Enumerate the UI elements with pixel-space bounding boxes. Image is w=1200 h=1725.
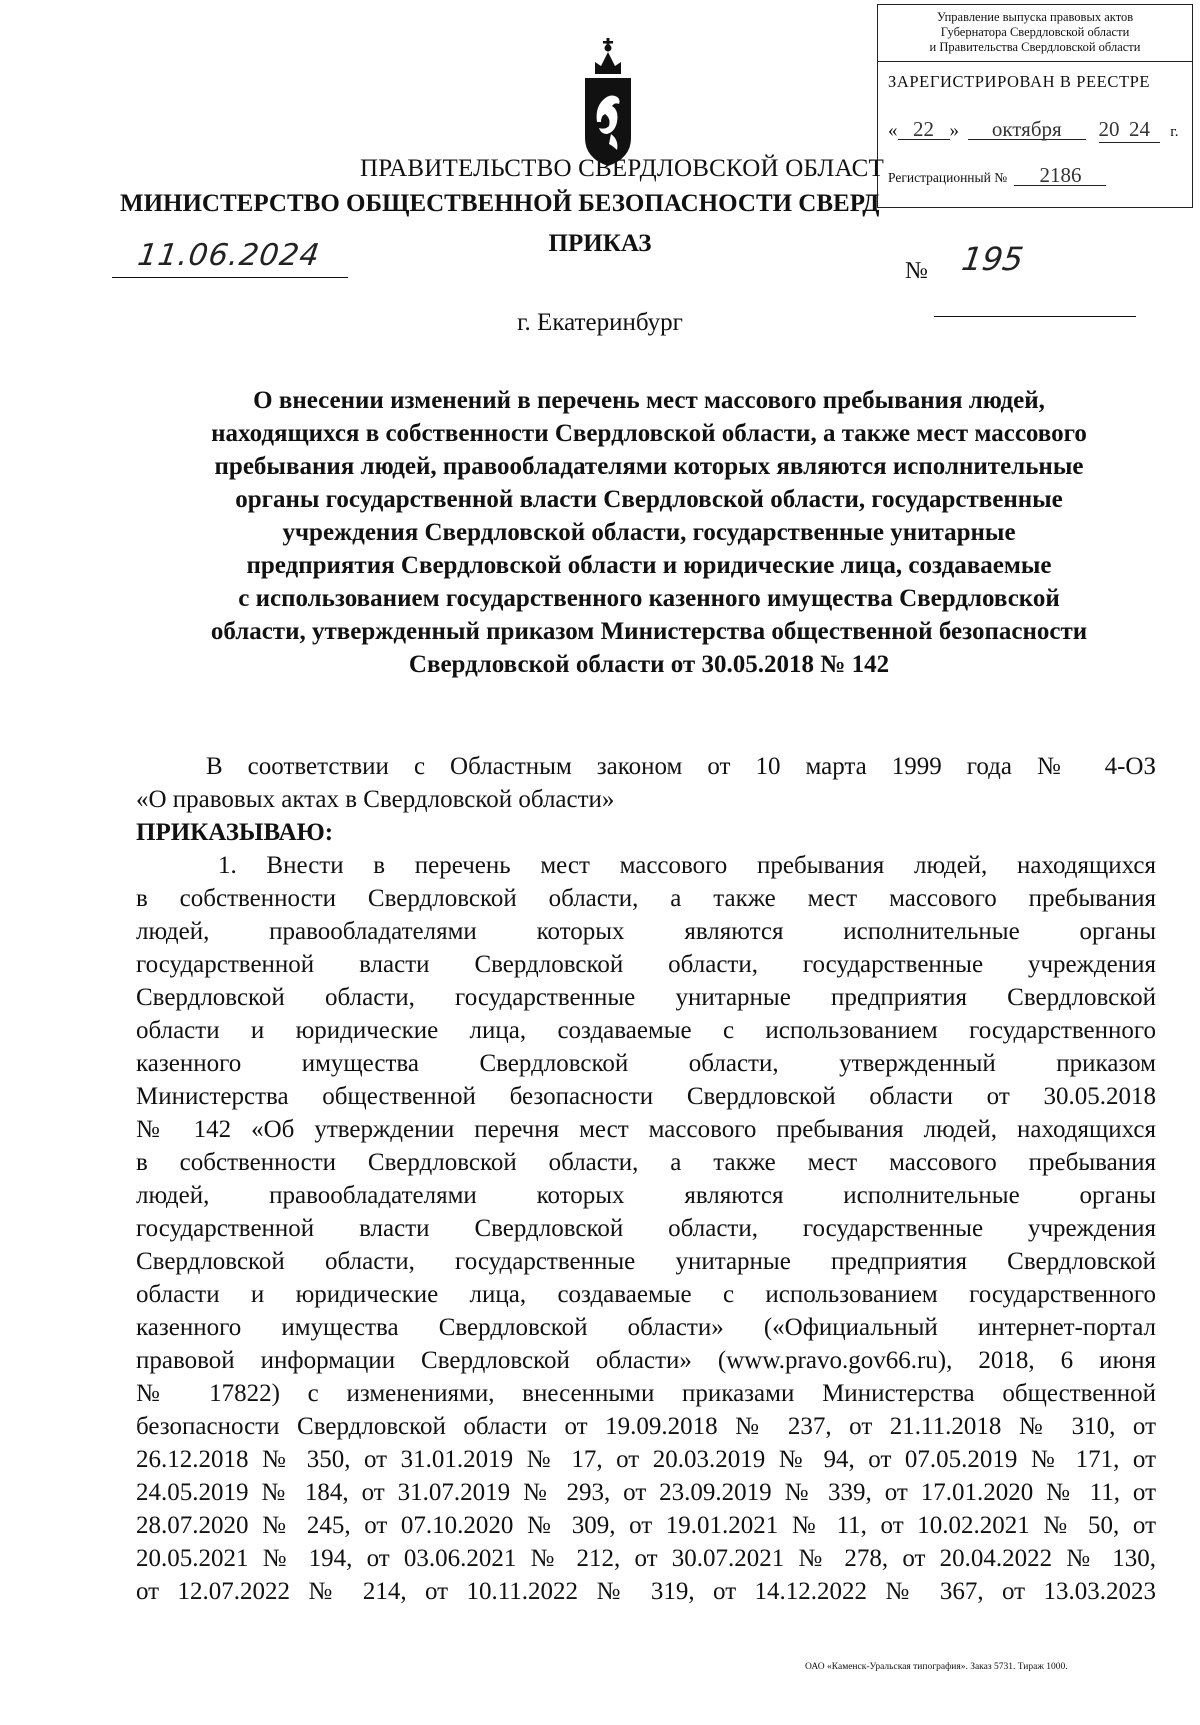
government-heading: ПРАВИТЕЛЬСТВО СВЕРДЛОВСКОЙ ОБЛАСТ	[360, 155, 884, 182]
paragraph-line: безопасности Свердловской области от 19.09.2018 № 237, от 21.11.2018 № 310, от	[136, 1413, 1156, 1440]
paragraph-line: Министерства общественной безопасности Свердловской области от 30.05.2018	[136, 1083, 1156, 1110]
stamp-month: октября	[968, 119, 1086, 140]
paragraph-line: области и юридические лица, создаваемые с использованием государственного	[136, 1017, 1156, 1044]
paragraph-line: 1. Внести в перечень мест массового пребывания людей, находящихся	[218, 852, 1156, 879]
paragraph-line: Свердловской области, государственные унитарные предприятия Свердловской	[136, 1248, 1156, 1275]
preamble-line: «О правовых актах в Свердловской области»	[136, 786, 615, 813]
paragraph-line: людей, правообладателями которых являются исполнительные органы	[136, 1182, 1156, 1209]
stamp-registered-label: ЗАРЕГИСТРИРОВАН В РЕЕСТРЕ	[888, 72, 1151, 91]
paragraph-line: казенного имущества Свердловской области» («Официальный интернет-портал	[136, 1314, 1156, 1341]
stamp-registration-number: Регистрационный № 2186	[888, 165, 1106, 186]
order-word: ПРИКАЗЫВАЮ:	[136, 819, 334, 846]
paragraph-line: 26.12.2018 № 350, от 31.01.2019 № 17, от 20.03.2019 № 94, от 07.05.2019 № 171, от	[136, 1446, 1156, 1473]
printer-footer: ОАО «Каменск-Уральская типография». Заказ 5731. Тираж 1000.	[805, 1662, 1068, 1672]
paragraph-line: 24.05.2019 № 184, от 31.07.2019 № 293, от 23.09.2019 № 339, от 17.01.2020 № 11, от	[136, 1479, 1156, 1506]
paragraph-line: от 12.07.2022 № 214, от 10.11.2022 № 319, от 14.12.2022 № 367, от 13.03.2023	[136, 1578, 1156, 1605]
document-title: О внесении изменений в перечень мест массового пребывания людей, находящихся в собственности Свердловской области, а также мест массового пребывания людей, правообладателями которых являются исполнительные органы государственной власти Свердловской области, государственные учреждения Свердловской области, государственные унитарные предприятия Свердловской области и юридические лица, создаваемые с использованием государственного казенного имущества Свердловской области, утвержденный приказом Министерства общественной безопасности Свердловской области от 30.05.2018 № 142	[210, 387, 1088, 678]
city-line: г. Екатеринбург	[517, 309, 683, 336]
date-underline	[112, 277, 348, 278]
stamp-reg-number-value: 2186	[1014, 165, 1106, 186]
registration-stamp	[877, 4, 1193, 208]
stamp-header: Управление выпуска правовых актов Губернатора Свердловской области и Правительства Свердловской области	[878, 5, 1192, 62]
paragraph-line: государственной власти Свердловской области, государственные учреждения	[136, 951, 1156, 978]
paragraph-line: 28.07.2020 № 245, от 07.10.2020 № 309, от 19.01.2021 № 11, от 10.02.2021 № 50, от	[136, 1512, 1156, 1539]
paragraph-line: государственной власти Свердловской области, государственные учреждения	[136, 1215, 1156, 1242]
stamp-day: 22	[898, 119, 950, 140]
paragraph-line: 20.05.2021 № 194, от 03.06.2021 № 212, от 30.07.2021 № 278, от 20.04.2022 № 130,	[136, 1545, 1156, 1572]
handwritten-number: 195	[959, 240, 1026, 278]
paragraph-line: № 142 «Об утверждении перечня мест массового пребывания людей, находящихся	[136, 1116, 1156, 1143]
preamble-line: В соответствии с Областным законом от 10 марта 1999 года № 4-ОЗ	[206, 753, 1156, 780]
paragraph-line: № 17822) с изменениями, внесенными приказами Министерства общественной	[136, 1380, 1156, 1407]
paragraph-line: людей, правообладателями которых являются исполнительные органы	[136, 918, 1156, 945]
stamp-date: « 22 » октября 20 24 г.	[888, 117, 1179, 141]
ministry-heading: МИНИСТЕРСТВО ОБЩЕСТВЕННОЙ БЕЗОПАСНОСТИ СВЕРД	[120, 190, 880, 217]
document-type: ПРИКАЗ	[548, 230, 652, 257]
coat-of-arms-emblem	[581, 30, 635, 170]
stamp-year: 24	[1129, 117, 1150, 141]
handwritten-date: 11.06.2024	[135, 238, 323, 273]
document-body	[136, 750, 1156, 1608]
paragraph-line: казенного имущества Свердловской области, утвержденный приказом	[136, 1050, 1156, 1077]
paragraph-line: в собственности Свердловской области, а также мест массового пребывания	[136, 885, 1156, 912]
paragraph-line: области и юридические лица, создаваемые с использованием государственного	[136, 1281, 1156, 1308]
paragraph-line: в собственности Свердловской области, а также мест массового пребывания	[136, 1149, 1156, 1176]
paragraph-line: Свердловской области, государственные унитарные предприятия Свердловской	[136, 984, 1156, 1011]
paragraph-line: правовой информации Свердловской области» (www.pravo.gov66.ru), 2018, 6 июня	[136, 1347, 1156, 1374]
number-label: №	[905, 258, 928, 284]
